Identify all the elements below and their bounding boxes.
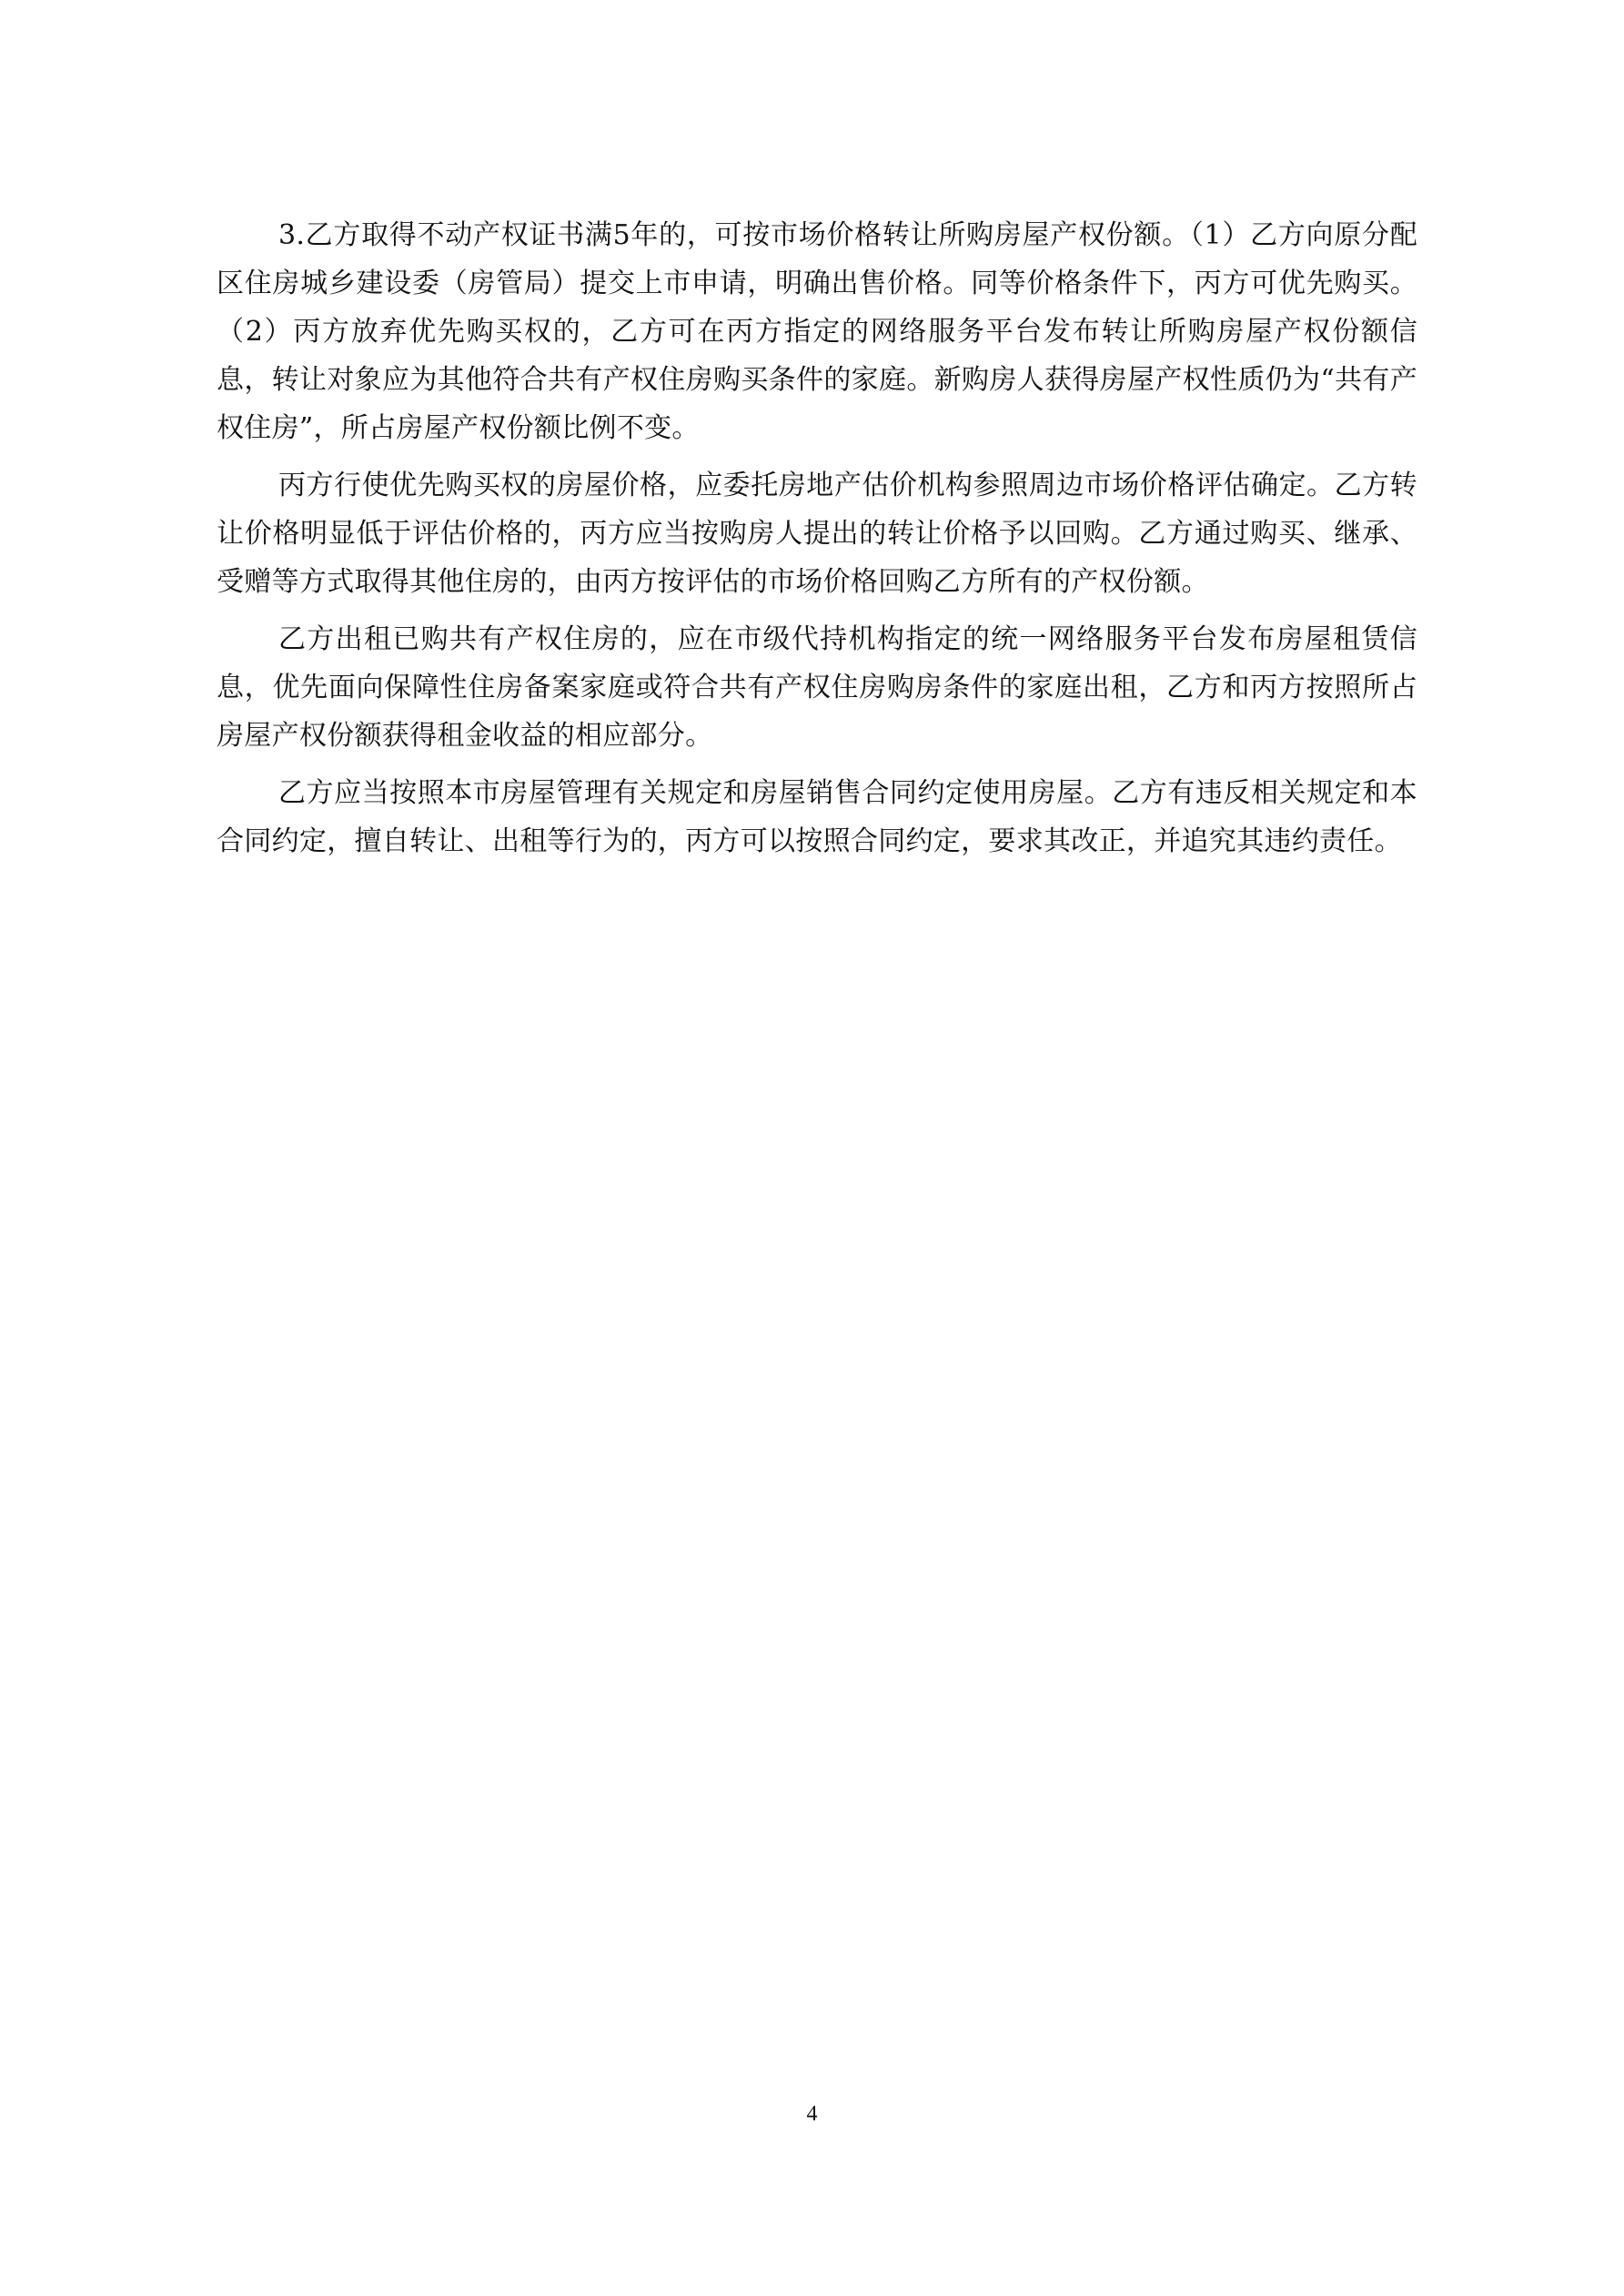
paragraph-rental-terms: 乙方出租已购共有产权住房的，应在市级代持机构指定的统一网络服务平台发布房屋租赁信息，优先面向保障性住房备案家庭或符合共有产权住房购房条件的家庭出租，乙方和丙方按照所占房屋产权份额获得租金收益的相应部分。 xyxy=(217,623,1417,752)
document-body xyxy=(217,211,1417,875)
paragraph-usage-obligations: 乙方应当按照本市房屋管理有关规定和房屋销售合同约定使用房屋。乙方有违反相关规定和本合同约定，擅自转让、出租等行为的，丙方可以按照合同约定，要求其改正，并追究其违约责任。 xyxy=(217,777,1417,857)
paragraph-resale-terms: 3.乙方取得不动产权证书满5年的，可按市场价格转让所购房屋产权份额。（1）乙方向原分配区住房城乡建设委（房管局）提交上市申请，明确出售价格。同等价格条件下，丙方可优先购买。（2）丙方放弃优先购买权的，乙方可在丙方指定的网络服务平台发布转让所购房屋产权份额信息，转让对象应为其他符合共有产权住房购买条件的家庭。新购房人获得房屋产权性质仍为“共有产权住房”，所占房屋产权份额比例不变。 xyxy=(217,219,1417,444)
page-number: 4 xyxy=(806,2102,818,2126)
paragraph-buyback-price: 丙方行使优先购买权的房屋价格，应委托房地产估价机构参照周边市场价格评估确定。乙方转让价格明显低于评估价格的，丙方应当按购房人提出的转让价格予以回购。乙方通过购买、继承、受赠等方式取得其他住房的，由丙方按评估的市场价格回购乙方所有的产权份额。 xyxy=(217,470,1417,598)
